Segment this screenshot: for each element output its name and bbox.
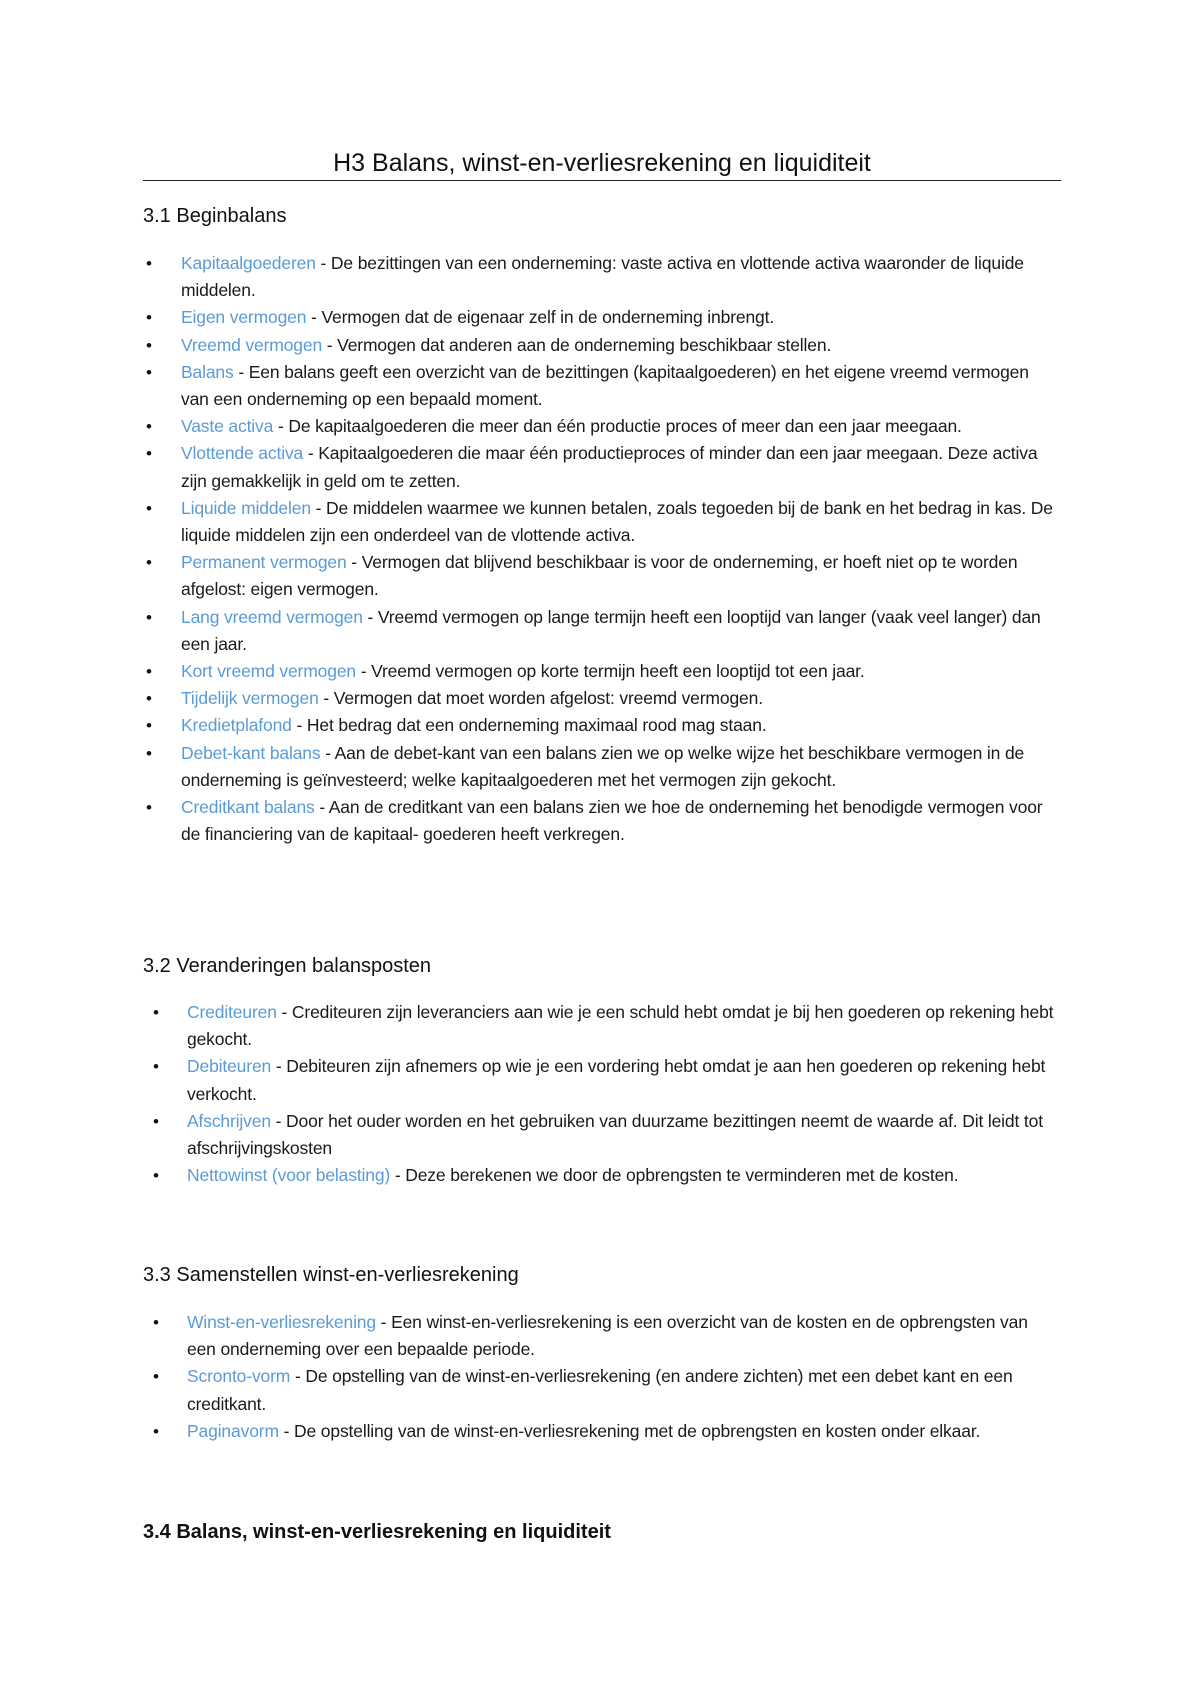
bullet-icon: • (153, 1057, 159, 1077)
bullet-icon: • (146, 308, 152, 328)
bullet-icon: • (146, 662, 152, 682)
list-item (143, 549, 1061, 603)
bullet-icon: • (146, 798, 152, 818)
term-label: Debiteuren (187, 1056, 272, 1077)
bullet-icon: • (146, 254, 152, 273)
term-definition: - De bezittingen van een onderneming: vaste activa en vlottende activa waaronder de liquide middelen. (181, 253, 1024, 301)
term-label: Permanent vermogen (181, 552, 347, 573)
list-item (143, 712, 1061, 739)
bullet-icon: • (153, 1111, 159, 1131)
bullet-icon: • (146, 498, 152, 518)
term-label: Kapitaalgoederen (181, 253, 316, 273)
term-list-3-2 (143, 999, 1061, 1189)
term-definition: - Crediteuren zijn leveranciers aan wie je een schuld hebt omdat je bij hen goederen op rekening hebt gekocht. (187, 1002, 1054, 1050)
term-definition: - Vermogen dat moet worden afgelost: vreemd vermogen. (318, 688, 763, 709)
bullet-icon: • (146, 444, 152, 464)
bullet-icon: • (146, 417, 152, 437)
section-heading-3-2: 3.2 Veranderingen balansposten (143, 955, 432, 977)
term-definition: - De middelen waarmee we kunnen betalen, zoals tegoeden bij de bank en het bedrag in kas. De liquide middelen zijn een onderdeel van de vlottende activa. (181, 497, 1053, 546)
term-definition: - Een winst-en-verliesrekening is een overzicht van de kosten en de opbrengsten van een onderneming over een bepaalde periode. (187, 1312, 1028, 1360)
term-definition: - Door het ouder worden en het gebruiken van duurzame bezittingen neemt de waarde af. Dit leidt tot afschrijvingskosten (187, 1110, 1043, 1159)
bullet-icon: • (153, 1421, 159, 1441)
term-list-3-3 (143, 1309, 1061, 1445)
term-definition: - De opstelling van de winst-en-verliesrekening met de opbrengsten en kosten onder elkaar. (278, 1420, 981, 1441)
term-definition: - Debiteuren zijn afnemers op wie je een vordering hebt omdat je aan hen goederen op rekening hebt verkocht. (187, 1056, 1046, 1104)
term-label: Winst-en-verliesrekening (187, 1312, 376, 1332)
term-definition: - Vermogen dat blijvend beschikbaar is voor de onderneming, er hoeft niet op te worden afgelost: eigen vermogen. (181, 552, 1018, 600)
term-list-3-1 (143, 250, 1061, 848)
term-definition: - Het bedrag dat een onderneming maximaal rood mag staan. (291, 715, 767, 736)
term-label: Kort vreemd vermogen (181, 661, 356, 682)
term-label: Scronto-vorm (187, 1366, 291, 1387)
term-label: Crediteuren (187, 1002, 277, 1022)
term-label: Nettowinst (voor belasting) (187, 1165, 391, 1186)
list-item (143, 740, 1061, 794)
term-label: Eigen vermogen (181, 307, 307, 328)
bullet-icon: • (146, 743, 152, 763)
term-label: Lang vreemd vermogen (181, 606, 363, 627)
list-item (143, 250, 1061, 304)
bullet-icon: • (153, 1166, 159, 1186)
term-label: Vreemd vermogen (181, 334, 323, 355)
document-page (143, 0, 1061, 1698)
list-item (143, 1418, 1061, 1445)
list-item (143, 685, 1061, 712)
term-label: Liquide middelen (181, 497, 311, 518)
term-definition: - Vreemd vermogen op lange termijn heeft een looptijd van langer (vaak veel langer) dan een jaar. (181, 606, 1041, 654)
bullet-icon: • (153, 1367, 159, 1387)
list-item (143, 1162, 1061, 1189)
document-title: H3 Balans, winst-en-verliesrekening en liquiditeit (333, 149, 871, 177)
term-label: Debet-kant balans (181, 742, 321, 763)
term-label: Vaste activa (181, 416, 274, 437)
term-definition: - Deze berekenen we door de opbrengsten te verminderen met de kosten. (390, 1165, 959, 1186)
term-definition: - Vermogen dat anderen aan de onderneming beschikbaar stellen. (322, 334, 832, 355)
term-definition: - De opstelling van de winst-en-verliesrekening (en andere zichten) met een debet kant en een creditkant. (187, 1366, 1013, 1414)
list-item (143, 1108, 1061, 1162)
list-item (143, 440, 1061, 494)
bullet-icon: • (146, 607, 152, 627)
term-label: Paginavorm (187, 1420, 279, 1441)
bullet-icon: • (146, 689, 152, 709)
list-item (143, 359, 1061, 413)
list-item (143, 1053, 1061, 1107)
section-heading-3-3: 3.3 Samenstellen winst-en-verliesrekening (143, 1264, 519, 1286)
term-definition: - Vermogen dat de eigenaar zelf in de onderneming inbrengt. (306, 307, 775, 328)
term-definition: - Vreemd vermogen op korte termijn heeft een looptijd tot een jaar. (356, 661, 865, 682)
term-label: Afschrijven (187, 1110, 271, 1131)
list-item (143, 999, 1061, 1053)
term-label: Tijdelijk vermogen (181, 688, 319, 709)
list-item (143, 304, 1061, 331)
bullet-icon: • (153, 1313, 159, 1332)
term-label: Kredietplafond (181, 715, 292, 736)
bullet-icon: • (146, 716, 152, 736)
bullet-icon: • (146, 553, 152, 573)
term-definition: - Aan de debet-kant van een balans zien we op welke wijze het beschikbare vermogen in de onderneming is geïnvesteerd; welke kapitaalgoederen met het vermogen zijn gekocht. (181, 742, 1025, 790)
list-item (143, 1363, 1061, 1417)
title-underline (143, 180, 1061, 181)
list-item (143, 1309, 1061, 1363)
term-label: Vlottende activa (181, 443, 304, 464)
bullet-icon: • (146, 362, 152, 382)
term-label: Creditkant balans (181, 797, 315, 818)
term-label: Balans (181, 361, 234, 382)
bullet-icon: • (146, 335, 152, 355)
term-definition: - Aan de creditkant van een balans zien we hoe de onderneming het benodigde vermogen voor de financiering van de kapitaal- goederen heeft verkregen. (181, 797, 1043, 845)
bullet-icon: • (153, 1003, 159, 1022)
list-item (143, 794, 1061, 848)
term-definition: - Kapitaalgoederen die maar één productieproces of minder dan een jaar meegaan. Deze activa zijn gemakkelijk in geld om te zetten. (181, 443, 1038, 491)
list-item (143, 658, 1061, 685)
term-definition: - De kapitaalgoederen die meer dan één productie proces of meer dan een jaar meegaan. (273, 416, 962, 437)
list-item (143, 332, 1061, 359)
list-item (143, 413, 1061, 440)
list-item (143, 604, 1061, 658)
section-heading-3-1: 3.1 Beginbalans (143, 205, 287, 227)
list-item (143, 495, 1061, 549)
section-heading-3-4: 3.4 Balans, winst-en-verliesrekening en liquiditeit (143, 1521, 611, 1543)
term-definition: - Een balans geeft een overzicht van de bezittingen (kapitaalgoederen) en het eigene vreemd vermogen van een onderneming op een bepaald moment. (181, 361, 1029, 410)
